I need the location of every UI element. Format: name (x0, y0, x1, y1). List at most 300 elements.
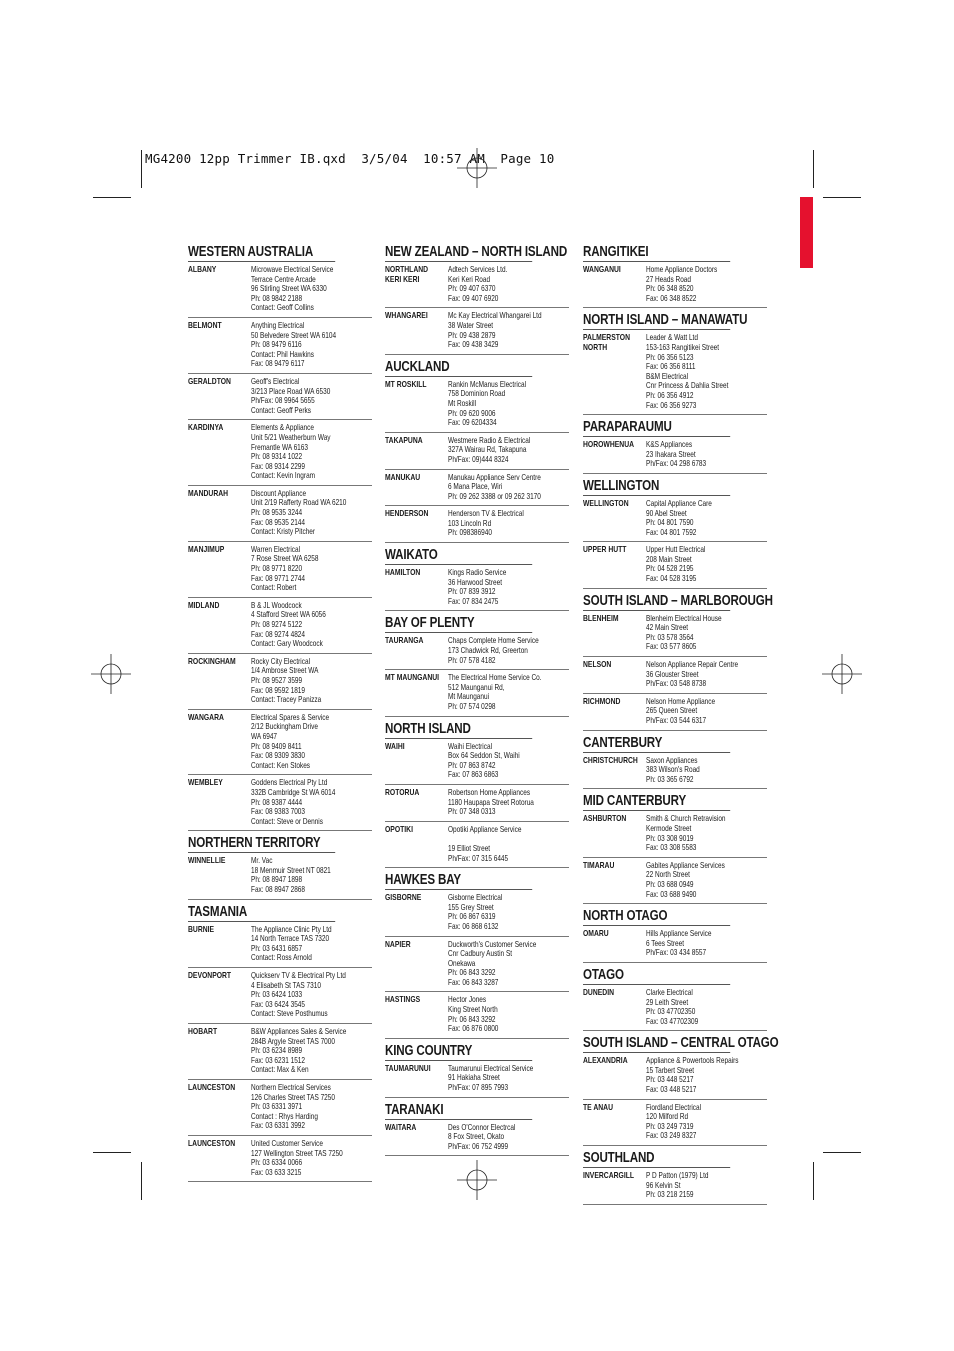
service-entry (385, 433, 569, 470)
region-section (385, 868, 569, 1039)
entry-details (251, 489, 348, 537)
detail-line: Duckworth's Customer Service (448, 939, 537, 949)
detail-line: Clarke Electrical (646, 987, 693, 997)
entry-location: HOROWHENUA (583, 439, 635, 450)
detail-line: Fax: 08 9314 2299 (251, 461, 306, 471)
entry-details (448, 568, 545, 606)
detail-line: Ph: 07 348 0313 (448, 807, 496, 817)
service-entry (583, 811, 767, 857)
region-title: PARAPARAUMU (583, 415, 730, 437)
region-section (188, 900, 372, 1183)
detail-line: Des O'Connor Electrcal (448, 1122, 516, 1132)
detail-line: Ph: 08 9409 8411 (251, 741, 302, 751)
detail-line: Contact: Robert (251, 583, 297, 593)
entry-location: ASHBURTON (583, 813, 627, 824)
detail-line: Fax: 03 448 5217 (646, 1085, 697, 1095)
detail-line: Fax: 03 249 8327 (646, 1131, 697, 1141)
detail-line: 127 Wellington Street TAS 7250 (251, 1148, 343, 1158)
detail-line: Ph/Fax: 07 315 6445 (448, 853, 509, 863)
service-entry (188, 775, 372, 831)
service-entry (385, 565, 569, 611)
detail-line: Fax: 03 577 8605 (646, 642, 697, 652)
detail-line: Taumarunui Electrical Service (448, 1063, 534, 1073)
detail-line: Elements & Appliance (251, 423, 314, 433)
detail-line: Ph/Fax: 06 752 4999 (448, 1141, 509, 1151)
region-section (583, 474, 767, 589)
region-title: CANTERBURY (583, 731, 730, 753)
detail-line: Terrace Centre Arcade (251, 274, 316, 284)
entry-details (251, 321, 348, 369)
detail-line: United Customer Service (251, 1138, 323, 1148)
entry-details (646, 988, 743, 1026)
detail-line: Ph: 07 839 3912 (448, 587, 496, 597)
entry-details (646, 861, 743, 899)
detail-line: 42 Main Street (646, 623, 689, 633)
crop-mark (813, 1162, 814, 1200)
service-entry (188, 968, 372, 1024)
detail-line: 1180 Haupapa Street Rotorua (448, 797, 534, 807)
entry-details (448, 1123, 545, 1152)
service-entry (385, 262, 569, 308)
service-entry (188, 374, 372, 420)
entry-details (646, 660, 743, 689)
detail-line: Ph: 06 356 4912 (646, 390, 694, 400)
detail-line: Contact: Steve Posthumus (251, 1009, 328, 1019)
entry-location: TAUMARUNUI (385, 1062, 431, 1073)
entry-details (251, 971, 348, 1019)
service-entry (188, 486, 372, 542)
detail-line: Fax: 03 6331 3992 (251, 1121, 306, 1131)
detail-line: Fax: 07 863 6863 (448, 770, 499, 780)
entry-details (448, 311, 545, 349)
entry-location: BELMONT (188, 319, 222, 330)
service-entry (385, 937, 569, 993)
entry-details (646, 756, 743, 785)
service-entry (583, 542, 767, 588)
detail-line: Ph/Fax: 03 544 6317 (646, 716, 707, 725)
detail-line: Ph: 04 528 2195 (646, 564, 694, 574)
detail-line: 153-163 Rangitikei Street (646, 342, 720, 352)
service-entry (385, 785, 569, 822)
entry-location: WHANGAREI (385, 310, 428, 321)
entry-location: BURNIE (188, 923, 215, 934)
detail-line: Contact: Kristy Pitcher (251, 527, 316, 537)
detail-line: Contact: Phil Hawkins (251, 349, 314, 359)
detail-line: Ph: 03 365 6792 (646, 774, 694, 784)
service-entry (188, 318, 372, 374)
service-entry (583, 1100, 767, 1146)
detail-line: WA 6947 (251, 731, 278, 741)
entry-location: OMARU (583, 928, 609, 939)
entry-details (646, 814, 743, 852)
service-entry (385, 377, 569, 433)
detail-line: 284B Argyle Street TAS 7000 (251, 1036, 335, 1046)
detail-line: Rocky City Electrical (251, 656, 311, 666)
crop-mark (813, 150, 814, 188)
entry-details (646, 929, 743, 958)
detail-line: Unit 5/21 Weatherburn Way (251, 432, 331, 442)
entry-location: TIMARAU (583, 859, 615, 870)
detail-line: Contact: Geoff Collins (251, 303, 314, 313)
crop-mark (823, 1152, 861, 1153)
entry-details (646, 265, 743, 303)
detail-line: Fremantle WA 6163 (251, 442, 308, 452)
detail-line: Ph/Fax: 09)444 8324 (448, 454, 509, 464)
detail-line: Fax: 08 9309 3830 (251, 751, 306, 761)
detail-line: Fax: 03 633 3215 (251, 1167, 302, 1177)
service-entry (385, 670, 569, 716)
detail-line: Fax: 07 834 2475 (448, 596, 499, 606)
entry-details (448, 825, 545, 863)
detail-line: Chaps Complete Home Service (448, 636, 539, 646)
entry-location: WEMBLEY (188, 777, 223, 788)
detail-line: Ph: 07 863 8742 (448, 760, 496, 770)
detail-line: Ph: 08 9387 4444 (251, 797, 303, 807)
service-entry (385, 308, 569, 354)
detail-line: Mt Maunganui (448, 692, 490, 702)
detail-line: Ph: 06 867 6319 (448, 912, 496, 922)
detail-line: Ph: 03 249 7319 (646, 1121, 694, 1131)
detail-line: Fax: 09 438 3429 (448, 340, 499, 350)
entry-location: NELSON (583, 659, 612, 670)
service-entry (385, 470, 569, 507)
detail-line: 19 Elliot Street (448, 843, 491, 853)
print-slug: MG4200 12pp Trimmer IB.qxd 3/5/04 10:57 AM Page 10 (145, 151, 555, 166)
detail-line: Saxon Appliances (646, 755, 698, 765)
region-title: TASMANIA (188, 900, 335, 922)
entry-location: HOBART (188, 1026, 218, 1036)
region-title: NORTHERN TERRITORY (188, 831, 335, 853)
detail-line: Ph: 06 356 5123 (646, 352, 694, 362)
entry-details (251, 1083, 348, 1131)
detail-line: 96 Stirling Street WA 6330 (251, 284, 327, 294)
detail-line: 265 Queen Street (646, 706, 698, 716)
detail-line: 155 Grey Street (448, 902, 494, 912)
entry-location: TAURANGA (385, 635, 424, 646)
detail-line: Fax: 04 801 7592 (646, 527, 697, 537)
service-entry (583, 985, 767, 1031)
entry-location: PALMERSTON NORTH (583, 332, 630, 352)
detail-line: B&W Appliances Sales & Service (251, 1027, 347, 1036)
region-title: TARANAKI (385, 1098, 532, 1120)
entry-location: RICHMOND (583, 695, 621, 706)
detail-line: Ph: 06 843 3292 (448, 1014, 496, 1024)
detail-line: Contact: Ross Arnold (251, 953, 312, 963)
entry-location: NORTHLAND KERI KERI (385, 264, 429, 284)
region-section (583, 240, 767, 308)
detail-line: Ph: 03 578 3564 (646, 632, 694, 642)
detail-line: Mc Kay Electrical Whangarei Ltd (448, 311, 542, 321)
detail-line: Ph: 04 801 7590 (646, 518, 694, 528)
detail-line: Fax: 09 407 6920 (448, 293, 499, 303)
detail-line: Ph/Fax: 04 298 6783 (646, 459, 707, 469)
detail-line: 14 North Terrace TAS 7320 (251, 934, 330, 944)
region-title: NEW ZEALAND – NORTH ISLAND (385, 240, 532, 262)
region-section (385, 355, 569, 543)
entry-details (646, 614, 743, 652)
detail-line: Fax: 08 9274 4824 (251, 629, 306, 639)
detail-line: 91 Hakiaha Street (448, 1073, 500, 1083)
region-section (385, 1039, 569, 1098)
detail-line: Contact: Geoff Perks (251, 405, 311, 415)
detail-line: Ph: 08 9535 3244 (251, 508, 303, 518)
detail-line: 103 Lincoln Rd (448, 518, 492, 528)
crop-mark (141, 1162, 142, 1200)
entry-location: DUNEDIN (583, 986, 615, 997)
detail-line: Ph: 03 218 2159 (646, 1190, 694, 1200)
entry-details (646, 1171, 743, 1200)
entry-location: GERALDTON (188, 375, 231, 386)
region-section (385, 543, 569, 611)
region-section (385, 717, 569, 869)
entry-location: WINNELLIE (188, 855, 226, 866)
service-entry (583, 611, 767, 657)
region-section (583, 731, 767, 790)
detail-line: Ph: 03 6334 0066 (251, 1158, 303, 1168)
entry-location: MANDURAH (188, 487, 229, 498)
detail-line: 15 Tarbert Street (646, 1065, 695, 1075)
region-section (385, 1098, 569, 1157)
service-entry (583, 330, 767, 415)
detail-line: Ph: 09 407 6370 (448, 284, 496, 294)
service-entry (385, 506, 569, 543)
detail-line: B&M Electrical (646, 371, 689, 381)
detail-line: Contact: Tracey Panizza (251, 695, 322, 705)
detail-line: 22 North Street (646, 870, 690, 880)
detail-line: Quickserv TV & Electrical Pty Ltd (251, 971, 346, 981)
detail-line: Fax: 08 9535 2144 (251, 517, 306, 527)
entry-location: TAKAPUNA (385, 434, 423, 445)
detail-line: 6 Tees Street (646, 938, 685, 948)
detail-line: 120 Milford Rd (646, 1112, 689, 1122)
service-entry (188, 542, 372, 598)
detail-line: Contact: Gary Woodcock (251, 639, 323, 649)
detail-line: Fax: 04 528 3195 (646, 574, 697, 584)
detail-line: Unit 2/19 Rafferty Road WA 6210 (251, 498, 347, 508)
detail-line: Fax: 06 876 0800 (448, 1024, 499, 1034)
service-entry (583, 926, 767, 963)
detail-line: Fax: 03 6424 3545 (251, 999, 306, 1009)
detail-line: 758 Dominion Road (448, 389, 506, 399)
entry-location: WAIHI (385, 740, 405, 751)
entry-details (448, 636, 545, 665)
detail-line: 90 Abel Street (646, 508, 687, 518)
detail-line: 173 Chadwick Rd, Greerton (448, 646, 528, 656)
region-section (385, 611, 569, 716)
region-title: NORTH ISLAND – MANAWATU (583, 308, 730, 330)
detail-line: 383 Wilson's Road (646, 765, 700, 775)
service-entry (188, 1024, 372, 1080)
detail-line: Contact: Steve or Dennis (251, 816, 323, 826)
entry-location: LAUNCESTON (188, 1137, 236, 1148)
detail-line: Gabites Appliance Services (646, 860, 725, 870)
entry-details (646, 1056, 743, 1094)
detail-line: Contact: Max & Ken (251, 1065, 309, 1075)
service-entry (385, 822, 569, 868)
region-section (583, 789, 767, 904)
service-entry (188, 1080, 372, 1136)
service-entry (385, 633, 569, 670)
entry-location: ROTORUA (385, 786, 420, 797)
region-section (583, 1031, 779, 1146)
entry-details (251, 601, 348, 649)
entry-location: WANGARA (188, 711, 224, 722)
entry-location: INVERCARGILL (583, 1170, 635, 1181)
service-entry (188, 654, 372, 710)
detail-line: Ph/Fax: 08 9964 5655 (251, 396, 315, 406)
entry-details (448, 788, 545, 817)
service-entry (188, 1136, 372, 1182)
entry-details (251, 657, 348, 705)
region-title: SOUTH ISLAND – MARLBOROUGH (583, 589, 730, 611)
detail-line: Upper Hutt Electrical (646, 545, 706, 555)
region-title: SOUTHLAND (583, 1146, 730, 1168)
detail-line: 4 Elisabeth St TAS 7310 (251, 980, 321, 990)
service-entry (583, 437, 767, 474)
entry-location: MANJIMUP (188, 543, 225, 554)
detail-line: Cnr Princess & Dahlia Street (646, 381, 729, 391)
detail-line: Hills Appliance Service (646, 929, 712, 939)
detail-line: Microwave Electrical Service (251, 265, 334, 274)
region-section (188, 831, 372, 899)
entry-location: HENDERSON (385, 508, 429, 519)
detail-line: Ph: 03 6331 3971 (251, 1102, 303, 1112)
detail-line: Ph: 06 348 8520 (646, 284, 694, 294)
detail-line: Manukau Appliance Serv Centre (448, 472, 541, 482)
registration-mark-icon (822, 654, 862, 694)
detail-line: Ph/Fax: 03 548 8738 (646, 679, 707, 689)
entry-details (251, 1139, 348, 1177)
entry-details (448, 742, 545, 780)
column-2 (385, 240, 569, 1156)
detail-line: Ph: 03 688 0949 (646, 879, 694, 889)
detail-line: 8 Fox Street, Okato (448, 1132, 505, 1142)
column-1 (188, 240, 372, 1182)
detail-line: Fax: 08 9592 1819 (251, 685, 306, 695)
entry-details (251, 423, 348, 481)
entry-location: DEVONPORT (188, 970, 232, 981)
entry-details (448, 995, 545, 1033)
detail-line: 50 Belvedere Street WA 6104 (251, 330, 337, 340)
entry-location: MIDLAND (188, 599, 220, 610)
crop-mark (141, 150, 142, 188)
region-section (188, 240, 372, 831)
service-entry (188, 710, 372, 776)
region-title: WELLINGTON (583, 474, 730, 496)
region-section (583, 589, 773, 731)
detail-line: 332B Cambridge St WA 6014 (251, 787, 336, 797)
detail-line: Anything Electrical (251, 320, 305, 330)
detail-line: Westmere Radio & Electrical (448, 435, 531, 445)
entry-details (251, 925, 348, 963)
detail-line: Ph: 07 574 0298 (448, 702, 496, 711)
detail-line: King Street North (448, 1005, 498, 1015)
detail-line: Mt Roskill (448, 398, 477, 408)
entry-details (448, 673, 545, 711)
detail-line: Discount Appliance (251, 488, 307, 498)
detail-line: Ph: 03 47702350 (646, 1007, 696, 1017)
crop-mark (823, 197, 861, 198)
service-entry (385, 890, 569, 936)
entry-details (251, 778, 348, 826)
detail-line: B & JL Woodcock (251, 600, 302, 610)
entry-location: GISBORNE (385, 892, 422, 903)
crop-mark (93, 197, 131, 198)
service-entry (385, 739, 569, 785)
detail-line: 6 Mana Place, Wiri (448, 482, 503, 492)
detail-line: Home Appliance Doctors (646, 265, 718, 274)
region-title: MID CANTERBURY (583, 789, 730, 811)
detail-line: Fax: 06 868 6132 (448, 921, 499, 931)
entry-details (646, 545, 743, 583)
region-title: WESTERN AUSTRALIA (188, 240, 335, 262)
entry-details (448, 893, 545, 931)
entry-details (646, 499, 743, 537)
region-section (583, 904, 767, 963)
entry-details (646, 333, 743, 410)
detail-line: 23 Ihakara Street (646, 449, 696, 459)
registration-mark-icon (457, 148, 497, 188)
detail-line: Ph: 06 843 3292 (448, 968, 496, 978)
detail-line: Onekawa (448, 958, 476, 968)
detail-line: 96 Kelvin St (646, 1180, 681, 1190)
detail-line: Kermode Street (646, 823, 692, 833)
detail-line: Opotiki Appliance Service (448, 824, 522, 834)
detail-line: Fax: 06 356 9273 (646, 400, 697, 410)
service-entry (188, 262, 372, 318)
service-entry (188, 598, 372, 654)
entry-details (448, 473, 545, 502)
entry-location: UPPER HUTT (583, 544, 627, 555)
entry-details (448, 1064, 545, 1093)
detail-line: Kings Radio Service (448, 568, 507, 578)
entry-details (646, 697, 743, 726)
detail-line: Ph: 03 6234 8989 (251, 1046, 303, 1056)
detail-line: Fax: 03 688 9490 (646, 889, 697, 899)
detail-line: Ph: 08 9274 5122 (251, 620, 303, 629)
detail-line: Nelson Home Appliance (646, 696, 716, 706)
detail-line: 27 Heads Road (646, 274, 691, 284)
detail-line: 208 Main Street (646, 554, 692, 564)
detail-line: Ph: 09 262 3388 or 09 262 3170 (448, 491, 541, 501)
entry-location: NAPIER (385, 938, 411, 949)
detail-line: Nelson Appliance Repair Centre (646, 660, 739, 670)
service-entry (385, 992, 569, 1038)
region-section (583, 415, 767, 474)
detail-line: 126 Charles Street TAS 7250 (251, 1092, 335, 1102)
entry-location: ROCKINGHAM (188, 655, 236, 666)
detail-line: Box 64 Seddon St, Waihi (448, 751, 520, 761)
detail-line: Fax: 08 9383 7003 (251, 807, 306, 817)
detail-line: Mr. Vac (251, 856, 273, 866)
region-section (583, 308, 767, 415)
entry-location: CHRISTCHURCH (583, 754, 638, 765)
detail-line: 38 Water Street (448, 320, 494, 330)
detail-line: Ph: 08 9771 8220 (251, 564, 303, 574)
service-entry (385, 1120, 569, 1157)
service-entry (188, 922, 372, 968)
entry-details (646, 440, 743, 469)
detail-line: Henderson TV & Electrical (448, 509, 524, 519)
detail-line: Gisborne Electrical (448, 893, 503, 903)
detail-line: Fax: 08 9771 2744 (251, 573, 306, 583)
region-title: BAY OF PLENTY (385, 611, 532, 633)
region-title: RANGITIKEI (583, 240, 730, 262)
detail-line: Ph/Fax: 03 434 8557 (646, 948, 707, 958)
detail-line: Ph: 098386940 (448, 528, 492, 538)
detail-line (448, 834, 545, 844)
entry-details (448, 509, 545, 538)
